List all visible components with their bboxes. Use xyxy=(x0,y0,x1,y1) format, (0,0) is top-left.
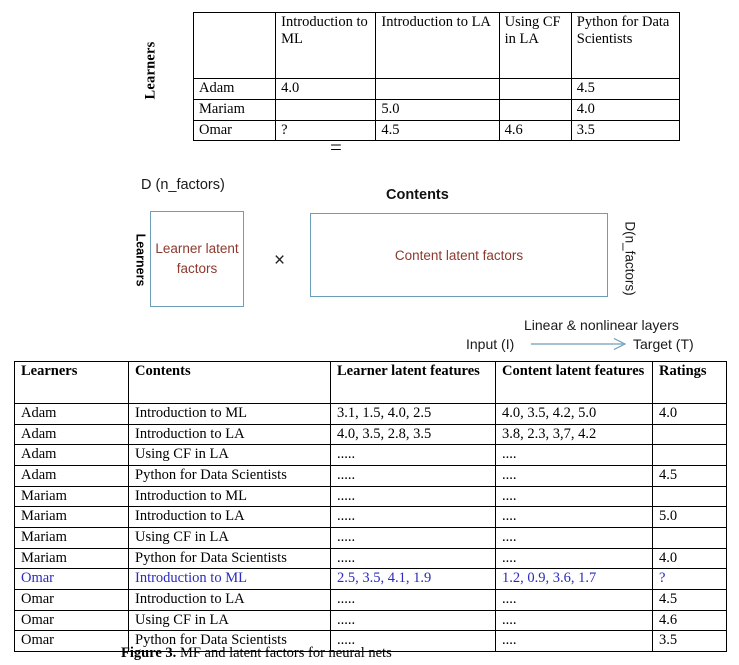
top-matrix-learners-axis-text: Learners xyxy=(142,41,159,99)
rating-cell: 4.0 xyxy=(653,548,727,569)
learner-cell: Adam xyxy=(15,404,129,425)
matrix-row-header: Mariam xyxy=(194,99,276,120)
matrix-cell: 3.5 xyxy=(571,120,679,141)
table-row xyxy=(15,466,727,487)
learner-cell: Omar xyxy=(15,569,129,590)
content-features-cell: .... xyxy=(496,548,653,569)
learner-cell: Omar xyxy=(15,631,129,652)
table-row xyxy=(15,404,727,425)
content-features-cell: 3.8, 2.3, 3,7, 4.2 xyxy=(496,424,653,445)
column-header: Ratings xyxy=(653,362,727,404)
content-cell: Introduction to ML xyxy=(129,486,331,507)
content-features-cell: 1.2, 0.9, 3.6, 1.7 xyxy=(496,569,653,590)
matrix-column-header: Introduction to ML xyxy=(276,13,376,79)
content-cell: Using CF in LA xyxy=(129,610,331,631)
diagram-learners-axis-text: Learners xyxy=(133,233,147,287)
rating-cell: ? xyxy=(653,569,727,590)
learner-cell: Adam xyxy=(15,466,129,487)
figure-caption xyxy=(121,645,392,662)
table-row xyxy=(15,424,727,445)
column-header: Contents xyxy=(129,362,331,404)
content-features-cell: .... xyxy=(496,445,653,466)
matrix-cell: 4.5 xyxy=(571,79,679,100)
learner-cell: Adam xyxy=(15,424,129,445)
content-cell: Python for Data Scientists xyxy=(129,548,331,569)
table-row xyxy=(15,548,727,569)
content-latent-factors-label: Content latent factors xyxy=(394,247,524,263)
table-header-row xyxy=(15,362,727,404)
learner-cell: Mariam xyxy=(15,528,129,549)
content-latent-factors-box xyxy=(310,213,608,297)
content-features-cell: .... xyxy=(496,590,653,611)
content-cell: Python for Data Scientists xyxy=(129,631,331,652)
rating-cell xyxy=(653,445,727,466)
matrix-row-header: Adam xyxy=(194,79,276,100)
table-row xyxy=(15,445,727,466)
table-row xyxy=(15,528,727,549)
learner-features-cell: ..... xyxy=(331,528,496,549)
table-row xyxy=(15,590,727,611)
learner-features-cell: ..... xyxy=(331,631,496,652)
table-row xyxy=(15,610,727,631)
rating-cell: 4.5 xyxy=(653,590,727,611)
rating-cell: 4.6 xyxy=(653,610,727,631)
learner-cell: Adam xyxy=(15,445,129,466)
matrix-cell: 4.5 xyxy=(376,120,499,141)
rating-cell: 4.5 xyxy=(653,466,727,487)
contents-heading: Contents xyxy=(386,187,449,203)
learner-cell: Mariam xyxy=(15,507,129,528)
figure-caption-text: MF and latent factors for neural nets xyxy=(176,645,392,661)
learner-features-cell: 3.1, 1.5, 4.0, 2.5 xyxy=(331,404,496,425)
rating-cell xyxy=(653,528,727,549)
rating-cell: 4.0 xyxy=(653,404,727,425)
content-features-cell: .... xyxy=(496,507,653,528)
flow-arrow-icon xyxy=(531,337,631,351)
content-cell: Introduction to ML xyxy=(129,404,331,425)
rating-cell xyxy=(653,486,727,507)
d-factors-top-label: D (n_factors) xyxy=(141,177,225,193)
d-factors-right-text: D(n_factors) xyxy=(622,220,638,296)
column-header: Content latent features xyxy=(496,362,653,404)
learner-latent-factors-box xyxy=(150,211,244,307)
content-features-cell: .... xyxy=(496,610,653,631)
expanded-features-table xyxy=(14,361,726,652)
content-cell: Introduction to ML xyxy=(129,569,331,590)
matrix-cell: ? xyxy=(276,120,376,141)
d-factors-right-label xyxy=(620,210,640,306)
content-features-cell: .... xyxy=(496,528,653,549)
content-features-cell: 4.0, 3.5, 4.2, 5.0 xyxy=(496,404,653,425)
matrix-row-header: Omar xyxy=(194,120,276,141)
column-header: Learner latent features xyxy=(331,362,496,404)
linear-nonlinear-layers-label: Linear & nonlinear layers xyxy=(524,317,679,333)
matrix-column-header: Python for Data Scientists xyxy=(571,13,679,79)
input-label: Input (I) xyxy=(466,336,515,352)
table-row xyxy=(15,486,727,507)
content-cell: Python for Data Scientists xyxy=(129,466,331,487)
matrix-column-header: Using CF in LA xyxy=(499,13,571,79)
matrix-cell: 4.0 xyxy=(571,99,679,120)
content-cell: Introduction to LA xyxy=(129,507,331,528)
learner-cell: Mariam xyxy=(15,486,129,507)
table-row xyxy=(15,569,727,590)
rating-cell xyxy=(653,424,727,445)
equals-symbol: = xyxy=(330,135,342,159)
learner-cell: Mariam xyxy=(15,548,129,569)
content-features-cell: .... xyxy=(496,631,653,652)
matrix-cell: 4.6 xyxy=(499,120,571,141)
content-features-cell: .... xyxy=(496,466,653,487)
learner-features-cell: ..... xyxy=(331,507,496,528)
matrix-cell: 5.0 xyxy=(376,99,499,120)
figure-caption-label: Figure 3. xyxy=(121,645,177,661)
column-header: Learners xyxy=(15,362,129,404)
content-cell: Using CF in LA xyxy=(129,445,331,466)
content-cell: Introduction to LA xyxy=(129,424,331,445)
learner-cell: Omar xyxy=(15,590,129,611)
matrix-cell: 4.0 xyxy=(276,79,376,100)
content-features-cell: .... xyxy=(496,486,653,507)
expanded-table xyxy=(14,361,727,652)
learner-features-cell: ..... xyxy=(331,466,496,487)
learner-features-cell: ..... xyxy=(331,610,496,631)
learner-features-cell: ..... xyxy=(331,486,496,507)
learner-features-cell: ..... xyxy=(331,548,496,569)
table-row xyxy=(15,507,727,528)
rating-cell: 5.0 xyxy=(653,507,727,528)
learner-cell: Omar xyxy=(15,610,129,631)
target-label: Target (T) xyxy=(633,336,694,352)
matrix-column-header: Introduction to LA xyxy=(376,13,499,79)
content-cell: Introduction to LA xyxy=(129,590,331,611)
learner-features-cell: 2.5, 3.5, 4.1, 1.9 xyxy=(331,569,496,590)
content-cell: Using CF in LA xyxy=(129,528,331,549)
learner-latent-factors-label: Learner latent factors xyxy=(155,240,239,276)
multiplication-symbol: × xyxy=(274,250,286,271)
learner-features-cell: ..... xyxy=(331,590,496,611)
learner-features-cell: ..... xyxy=(331,445,496,466)
learner-features-cell: 4.0, 3.5, 2.8, 3.5 xyxy=(331,424,496,445)
diagram-learners-axis-label xyxy=(131,225,149,295)
rating-cell: 3.5 xyxy=(653,631,727,652)
